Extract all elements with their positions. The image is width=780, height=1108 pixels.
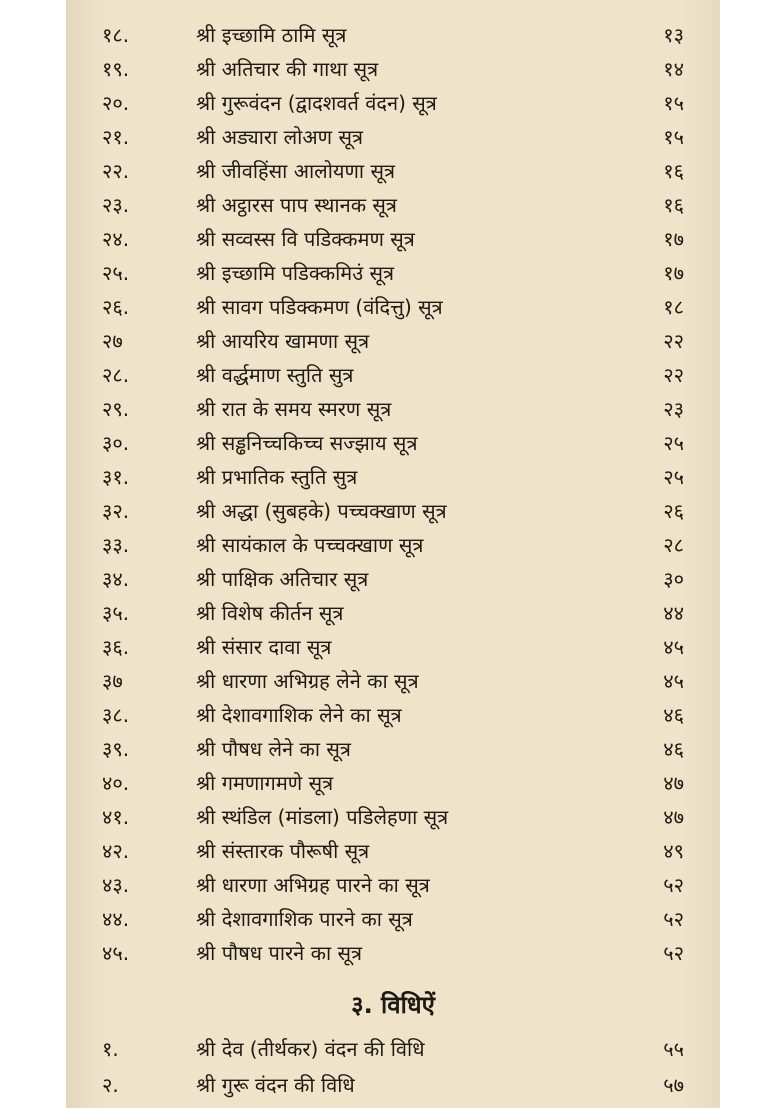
section_rows-title: श्री गुरू वंदन की विधि — [196, 1073, 355, 1097]
toc_rows-title: श्री जीवहिंसा आलोयणा सूत्र — [196, 159, 396, 183]
toc_rows-row — [66, 936, 720, 970]
toc_rows-title: श्री प्रभातिक स्तुति सुत्र — [196, 465, 358, 489]
toc_rows-number: २७ — [102, 329, 123, 353]
toc_rows-number: ३५. — [102, 601, 130, 625]
toc_rows-title: श्री अड्यारा लोअण सूत्र — [196, 125, 364, 149]
toc_rows-number: ४५. — [102, 941, 130, 965]
toc_rows-row — [66, 766, 720, 800]
toc_rows-number: २०. — [102, 91, 130, 115]
section_rows-number: १. — [102, 1037, 119, 1061]
toc_rows-title: श्री अतिचार की गाथा सूत्र — [196, 57, 379, 81]
toc_rows-page-number: २५ — [663, 465, 684, 489]
toc_rows-number: २२. — [102, 159, 130, 183]
toc_rows-row — [66, 358, 720, 392]
toc_rows-row — [66, 698, 720, 732]
toc_rows-number: २८. — [102, 363, 130, 387]
toc_rows-title: श्री अट्ठारस पाप स्थानक सूत्र — [196, 193, 397, 217]
toc_rows-number: २३. — [102, 193, 130, 217]
toc_rows-page-number: १५ — [663, 125, 684, 149]
toc_rows-page-number: २३ — [663, 397, 684, 421]
toc_rows-number: ३३. — [102, 533, 130, 557]
toc_rows-row — [66, 120, 720, 154]
toc_rows-row — [66, 290, 720, 324]
toc_rows-page-number: ५२ — [663, 873, 684, 897]
toc_rows-row — [66, 154, 720, 188]
book-page — [66, 0, 720, 1108]
toc_rows-title: श्री देशावगाशिक लेने का सूत्र — [196, 703, 402, 727]
toc_rows-title: श्री अद्धा (सुबहके) पच्चक्खाण सूत्र — [196, 499, 447, 523]
toc_rows-number: ३९. — [102, 737, 130, 761]
toc_rows-page-number: ४७ — [663, 771, 684, 795]
toc_rows-row — [66, 868, 720, 902]
toc_rows-title: श्री धारणा अभिग्रह पारने का सूत्र — [196, 873, 430, 897]
toc_rows-page-number: २८ — [663, 533, 684, 557]
toc_rows-title: श्री विशेष कीर्तन सूत्र — [196, 601, 344, 625]
toc_rows-row — [66, 562, 720, 596]
toc_rows-number: ३७ — [102, 669, 123, 693]
toc_rows-title: श्री सायंकाल के पच्चक्खाण सूत्र — [196, 533, 424, 557]
toc_rows-page-number: १५ — [663, 91, 684, 115]
toc_rows-row — [66, 256, 720, 290]
toc_rows-number: १८. — [102, 23, 130, 47]
toc_rows-row — [66, 630, 720, 664]
toc_rows-row — [66, 392, 720, 426]
toc_rows-page-number: १७ — [663, 261, 684, 285]
toc_rows-page-number: ४५ — [663, 669, 684, 693]
toc_rows-row — [66, 834, 720, 868]
section_rows-number: २. — [102, 1073, 119, 1097]
toc_rows-title: श्री इच्छामि ठामि सूत्र — [196, 23, 347, 47]
toc_rows-number: ४१. — [102, 805, 130, 829]
section_rows-row — [66, 1032, 720, 1066]
toc_rows-page-number: ४६ — [663, 737, 684, 761]
section_rows-row — [66, 1068, 720, 1102]
toc_rows-number: २६. — [102, 295, 130, 319]
toc_rows-number: ३२. — [102, 499, 130, 523]
toc_rows-page-number: १४ — [663, 57, 684, 81]
toc_rows-title: श्री गुरूवंदन (द्वादशवर्त वंदन) सूत्र — [196, 91, 437, 115]
toc_rows-row — [66, 494, 720, 528]
section_rows-page-number: ५७ — [663, 1073, 684, 1097]
toc_rows-row — [66, 86, 720, 120]
toc_rows-row — [66, 528, 720, 562]
toc_rows-number: ३०. — [102, 431, 130, 455]
toc_rows-number: ३१. — [102, 465, 130, 489]
toc_rows-page-number: ४५ — [663, 635, 684, 659]
toc_rows-number: २९. — [102, 397, 130, 421]
toc_rows-title: श्री रात के समय स्मरण सूत्र — [196, 397, 392, 421]
toc_rows-title: श्री पौषध लेने का सूत्र — [196, 737, 351, 761]
toc_rows-page-number: २५ — [663, 431, 684, 455]
toc_rows-row — [66, 18, 720, 52]
toc_rows-title: श्री पाक्षिक अतिचार सूत्र — [196, 567, 369, 591]
toc_rows-row — [66, 52, 720, 86]
toc_rows-title: श्री पौषध पारने का सूत्र — [196, 941, 363, 965]
toc_rows-number: २४. — [102, 227, 130, 251]
toc_rows-title: श्री गमणागमणे सूत्र — [196, 771, 334, 795]
toc_rows-number: ४०. — [102, 771, 130, 795]
toc_rows-page-number: ४६ — [663, 703, 684, 727]
toc_rows-title: श्री संस्तारक पौरूषी सूत्र — [196, 839, 370, 863]
toc_rows-row — [66, 460, 720, 494]
toc_rows-number: ४३. — [102, 873, 130, 897]
toc_rows-page-number: ५२ — [663, 907, 684, 931]
toc_rows-page-number: १६ — [663, 193, 684, 217]
toc_rows-title: श्री स्थंडिल (मांडला) पडिलेहणा सूत्र — [196, 805, 449, 829]
toc_rows-number: २५. — [102, 261, 130, 285]
toc_rows-page-number: ५२ — [663, 941, 684, 965]
toc_rows-page-number: १७ — [663, 227, 684, 251]
section-heading: ३. विधिऐं — [351, 991, 435, 1019]
toc_rows-row — [66, 222, 720, 256]
toc_rows-number: ४४. — [102, 907, 130, 931]
toc_rows-title: श्री वर्द्धमाण स्तुति सुत्र — [196, 363, 354, 387]
toc_rows-page-number: ४७ — [663, 805, 684, 829]
section_rows-title: श्री देव (तीर्थकर) वंदन की विधि — [196, 1037, 425, 1061]
toc_rows-page-number: १३ — [663, 23, 684, 47]
toc_rows-row — [66, 732, 720, 766]
toc_rows-row — [66, 426, 720, 460]
toc_rows-page-number: २६ — [663, 499, 684, 523]
toc_rows-title: श्री सव्वस्स वि पडिक्कमण सूत्र — [196, 227, 415, 251]
toc_rows-title: श्री सावग पडिक्कमण (वंदित्तु) सूत्र — [196, 295, 443, 319]
toc_rows-title: श्री इच्छामि पडिक्कमिउं सूत्र — [196, 261, 395, 285]
toc_rows-title: श्री धारणा अभिग्रह लेने का सूत्र — [196, 669, 419, 693]
toc_rows-page-number: १६ — [663, 159, 684, 183]
section_rows-page-number: ५५ — [663, 1037, 684, 1061]
toc_rows-title: श्री सड्ढनिच्चकिच्च सज्झाय सूत्र — [196, 431, 418, 455]
toc_rows-title: श्री आयरिय खामणा सूत्र — [196, 329, 370, 353]
toc_rows-page-number: ४४ — [663, 601, 684, 625]
toc_rows-title: श्री देशावगाशिक पारने का सूत्र — [196, 907, 413, 931]
toc_rows-row — [66, 800, 720, 834]
toc_rows-page-number: १८ — [663, 295, 684, 319]
toc_rows-page-number: २२ — [663, 363, 684, 387]
toc_rows-title: श्री संसार दावा सूत्र — [196, 635, 332, 659]
toc_rows-number: ३४. — [102, 567, 130, 591]
toc_rows-number: ३८. — [102, 703, 130, 727]
toc_rows-row — [66, 664, 720, 698]
toc_rows-row — [66, 188, 720, 222]
toc_rows-row — [66, 596, 720, 630]
toc_rows-row — [66, 902, 720, 936]
toc_rows-page-number: ३० — [663, 567, 684, 591]
toc_rows-row — [66, 324, 720, 358]
toc_rows-number: १९. — [102, 57, 130, 81]
toc_rows-page-number: ४९ — [663, 839, 684, 863]
toc_rows-number: ४२. — [102, 839, 130, 863]
toc_rows-page-number: २२ — [663, 329, 684, 353]
toc_rows-number: २१. — [102, 125, 130, 149]
toc_rows-number: ३६. — [102, 635, 130, 659]
